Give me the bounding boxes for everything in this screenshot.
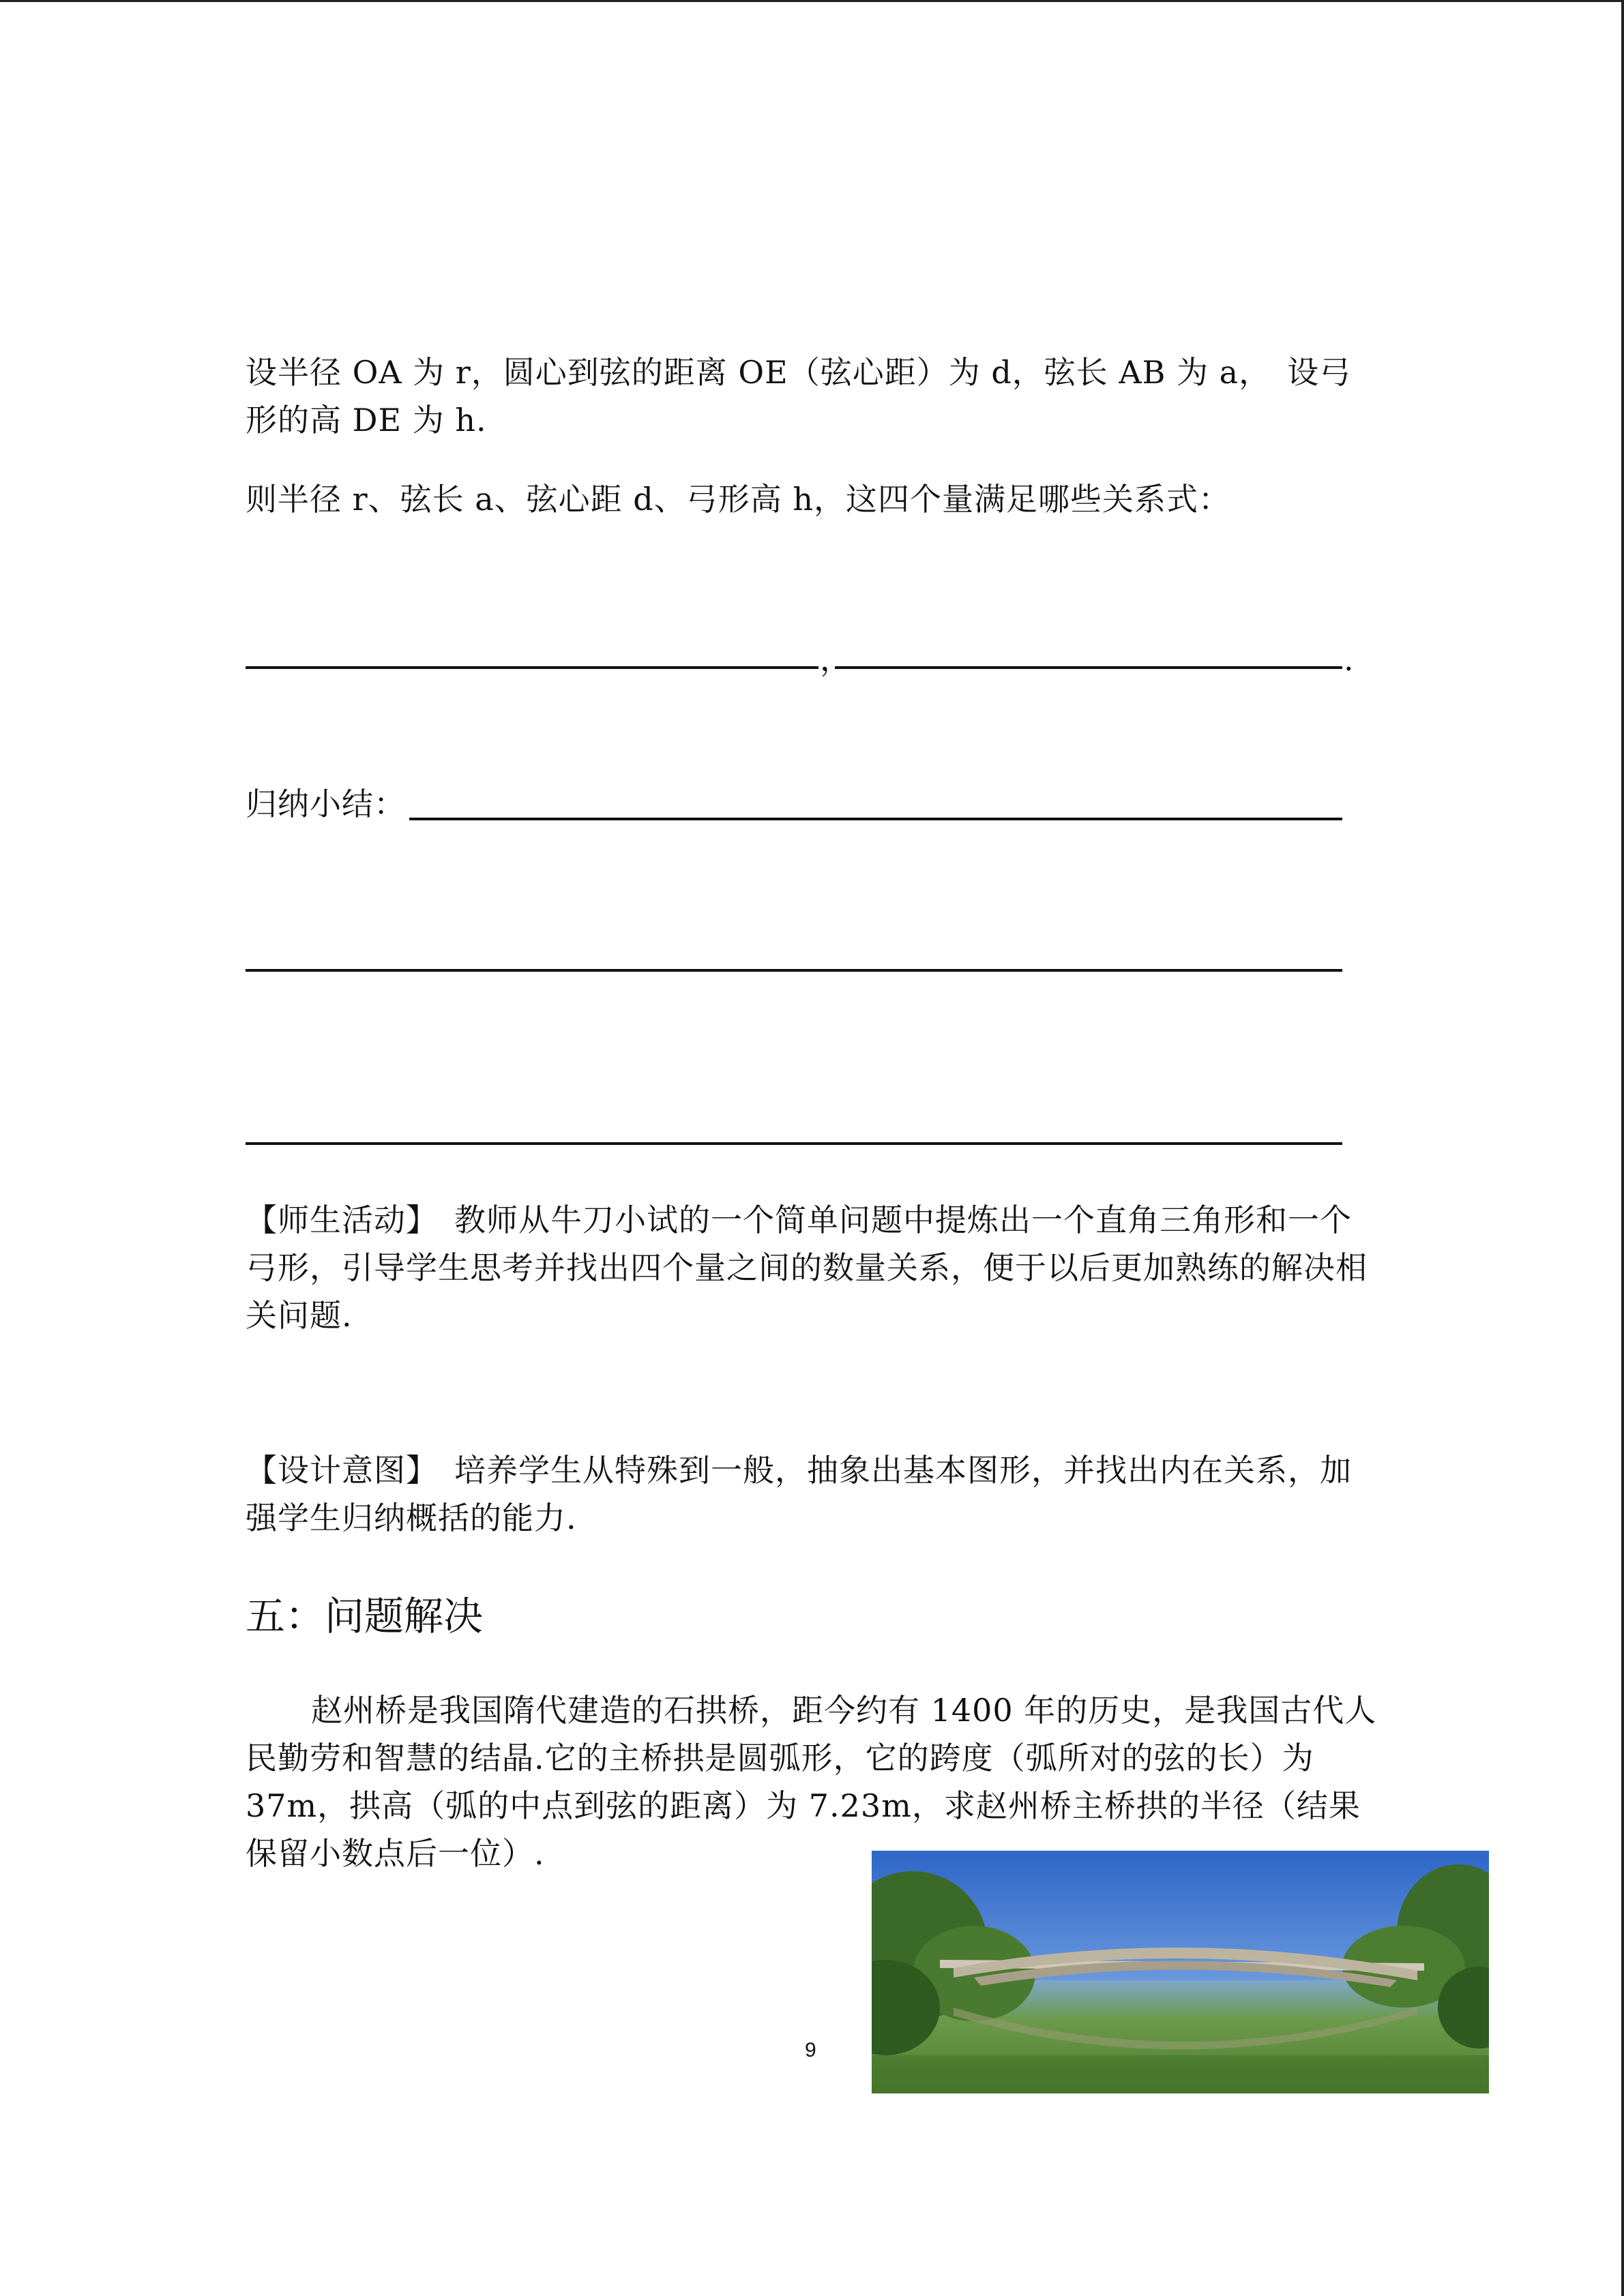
blank-end-period: .: [1344, 641, 1354, 678]
activity-paragraph: 【师生活动】 教师从牛刀小试的一个简单问题中提炼出一个直角三角形和一个弓形，引导学生思考并找出四个量之间的数量关系，便于以后更加熟练的解决相关问题.: [246, 1202, 1368, 1334]
page-border-right: [1621, 0, 1624, 2296]
zhaozhou-bridge-photo: [872, 1851, 1489, 2093]
blank-separator: ，: [820, 641, 851, 678]
summary-blank-2[interactable]: [246, 969, 1342, 972]
summary-label: 归纳小结：: [246, 786, 406, 822]
answer-blank-1[interactable]: [246, 666, 818, 669]
page-number: 9: [805, 2039, 816, 2061]
design-intent-paragraph: 【设计意图】 培养学生从特殊到一般，抽象出基本图形，并找出内在关系，加强学生归纳概括的能力.: [246, 1452, 1352, 1536]
question-paragraph: 则半径 r、弦长 a、弦心距 d、弓形高 h，这四个量满足哪些关系式：: [246, 481, 1230, 518]
summary-blank-3[interactable]: [246, 1142, 1342, 1145]
summary-blank-1[interactable]: [409, 818, 1342, 820]
answer-blank-2[interactable]: [835, 666, 1342, 669]
page-border-top: [0, 0, 1624, 2]
problem-paragraph: 赵州桥是我国隋代建造的石拱桥，距今约有 1400 年的历史，是我国古代人民勤劳和智慧的结晶.它的主桥拱是圆弧形，它的跨度（弧所对的弦的长）为 37m，拱高（弧的中点到弦的距离）为 7.23m，求赵州桥主桥拱的半径（结果保留小数点后一位）.: [246, 1692, 1377, 1872]
section-heading: 五：问题解决: [246, 1593, 484, 1639]
definitions-paragraph: 设半径 OA 为 r，圆心到弦的距离 OE（弦心距）为 d，弦长 AB 为 a， 设弓形的高 DE 为 h.: [246, 354, 1352, 438]
